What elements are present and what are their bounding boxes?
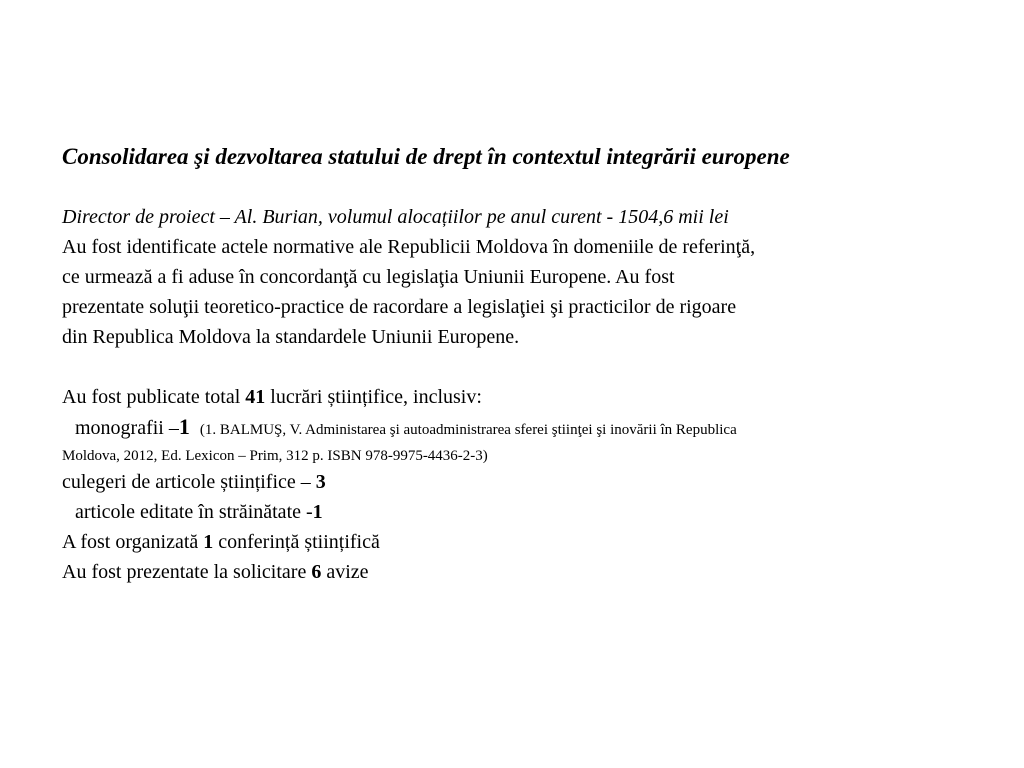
opinions-line [62, 557, 982, 587]
abroad-articles-value: 1 [312, 501, 323, 523]
monographs-line [62, 412, 982, 445]
monograph-reference-line-1: (1. BALMUŞ, V. Administarea şi autoadministrarea sferei ştiinţei şi inovării în Republica [199, 422, 737, 438]
paragraph-line-2: ce urmează a fi aduse în concordanţă cu legislaţia Uniunii Europene. Au fost [62, 266, 675, 288]
slide-body [62, 202, 982, 587]
opinions-value: 6 [311, 561, 322, 583]
collections-prefix: culegeri de articole științifice – [62, 471, 316, 493]
conference-prefix: A fost organizată [62, 531, 204, 553]
collections-value: 3 [315, 471, 326, 493]
publications-total-prefix: Au fost publicate total [62, 386, 246, 408]
monographs-value: 1 [178, 414, 190, 439]
collections-line [62, 467, 982, 497]
abroad-articles-prefix: articole editate în străinătate - [75, 501, 313, 523]
monograph-reference-line-2: Moldova, 2012, Ed. Lexicon – Prim, 312 p. ISBN 978-9975-4436-2-3) [62, 448, 488, 464]
paragraph-line-4: din Republica Moldova la standardele Uniunii Europene. [62, 326, 520, 348]
conference-line [62, 527, 982, 557]
publications-total-suffix: lucrări științifice, inclusiv: [265, 386, 482, 408]
spacer [62, 352, 982, 382]
opinions-suffix: avize [321, 561, 369, 583]
publications-total-line [62, 382, 982, 412]
monographs-prefix: monografii – [75, 417, 179, 439]
paragraph-line-1: Au fost identificate actele normative ale Republicii Moldova în domeniile de referinţă, [62, 236, 756, 258]
publications-total-value: 41 [245, 386, 266, 408]
abroad-articles-line [62, 497, 982, 527]
slide-title: Consolidarea şi dezvoltarea statului de drept în contextul integrării europene [62, 144, 790, 169]
conference-value: 1 [203, 531, 214, 553]
paragraph-line-3: prezentate soluţii teoretico-practice de racordare a legislaţiei şi practicilor de rigoare [62, 296, 737, 318]
director-line: Director de proiect – Al. Burian, volumul alocațiilor pe anul curent - 1504,6 mii lei [62, 206, 729, 228]
conference-suffix: conferință științifică [213, 531, 380, 553]
opinions-prefix: Au fost prezentate la solicitare [62, 561, 312, 583]
